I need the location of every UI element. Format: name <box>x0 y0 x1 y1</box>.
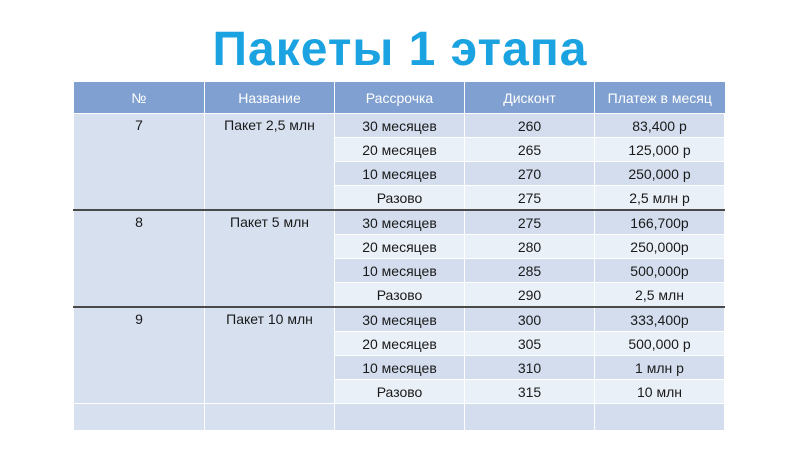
table-row <box>74 210 725 235</box>
installment-cell: 10 месяцев <box>335 356 465 380</box>
installment-cell: 10 месяцев <box>335 259 465 283</box>
table-header-row <box>74 82 725 114</box>
installment-cell: 20 месяцев <box>335 138 465 162</box>
column-header-installment: Рассрочка <box>335 82 465 114</box>
monthly-payment-cell: 10 млн <box>595 380 725 404</box>
monthly-payment-cell: 333,400р <box>595 307 725 332</box>
installment-cell: Разово <box>335 186 465 211</box>
discount-cell: 270 <box>465 162 595 186</box>
installment-cell: Разово <box>335 283 465 308</box>
discount-cell: 265 <box>465 138 595 162</box>
installment-cell: 30 месяцев <box>335 307 465 332</box>
installment-cell: 30 месяцев <box>335 114 465 138</box>
spacer-cell <box>465 404 595 431</box>
discount-cell: 275 <box>465 210 595 235</box>
spacer-cell <box>74 404 205 431</box>
discount-cell: 310 <box>465 356 595 380</box>
package-number-cell: 8 <box>74 210 205 307</box>
discount-cell: 305 <box>465 332 595 356</box>
installment-cell: 20 месяцев <box>335 235 465 259</box>
discount-cell: 315 <box>465 380 595 404</box>
spacer-cell <box>595 404 725 431</box>
monthly-payment-cell: 500,000р <box>595 259 725 283</box>
table-row-spacer <box>74 404 725 431</box>
discount-cell: 285 <box>465 259 595 283</box>
monthly-payment-cell: 125,000 р <box>595 138 725 162</box>
installment-cell: 30 месяцев <box>335 210 465 235</box>
discount-cell: 300 <box>465 307 595 332</box>
monthly-payment-cell: 250,000 р <box>595 162 725 186</box>
monthly-payment-cell: 1 млн р <box>595 356 725 380</box>
table-body <box>74 114 725 431</box>
packages-table <box>73 82 725 431</box>
column-header-name: Название <box>205 82 335 114</box>
monthly-payment-cell: 2,5 млн р <box>595 186 725 211</box>
column-header-monthly-payment: Платеж в месяц <box>595 82 725 114</box>
monthly-payment-cell: 2,5 млн <box>595 283 725 308</box>
installment-cell: Разово <box>335 380 465 404</box>
spacer-cell <box>205 404 335 431</box>
packages-table-container <box>73 82 724 431</box>
table-row <box>74 307 725 332</box>
discount-cell: 280 <box>465 235 595 259</box>
package-name-cell: Пакет 5 млн <box>205 210 335 307</box>
discount-cell: 260 <box>465 114 595 138</box>
discount-cell: 290 <box>465 283 595 308</box>
discount-cell: 275 <box>465 186 595 211</box>
monthly-payment-cell: 250,000р <box>595 235 725 259</box>
spacer-cell <box>335 404 465 431</box>
monthly-payment-cell: 166,700р <box>595 210 725 235</box>
column-header-discount: Дисконт <box>465 82 595 114</box>
installment-cell: 20 месяцев <box>335 332 465 356</box>
package-name-cell: Пакет 2,5 млн <box>205 114 335 211</box>
table-row <box>74 114 725 138</box>
page-title: Пакеты 1 этапа <box>212 23 588 76</box>
package-name-cell: Пакет 10 млн <box>205 307 335 404</box>
monthly-payment-cell: 500,000 р <box>595 332 725 356</box>
monthly-payment-cell: 83,400 р <box>595 114 725 138</box>
column-header-number: № <box>74 82 205 114</box>
package-number-cell: 7 <box>74 114 205 211</box>
installment-cell: 10 месяцев <box>335 162 465 186</box>
package-number-cell: 9 <box>74 307 205 404</box>
